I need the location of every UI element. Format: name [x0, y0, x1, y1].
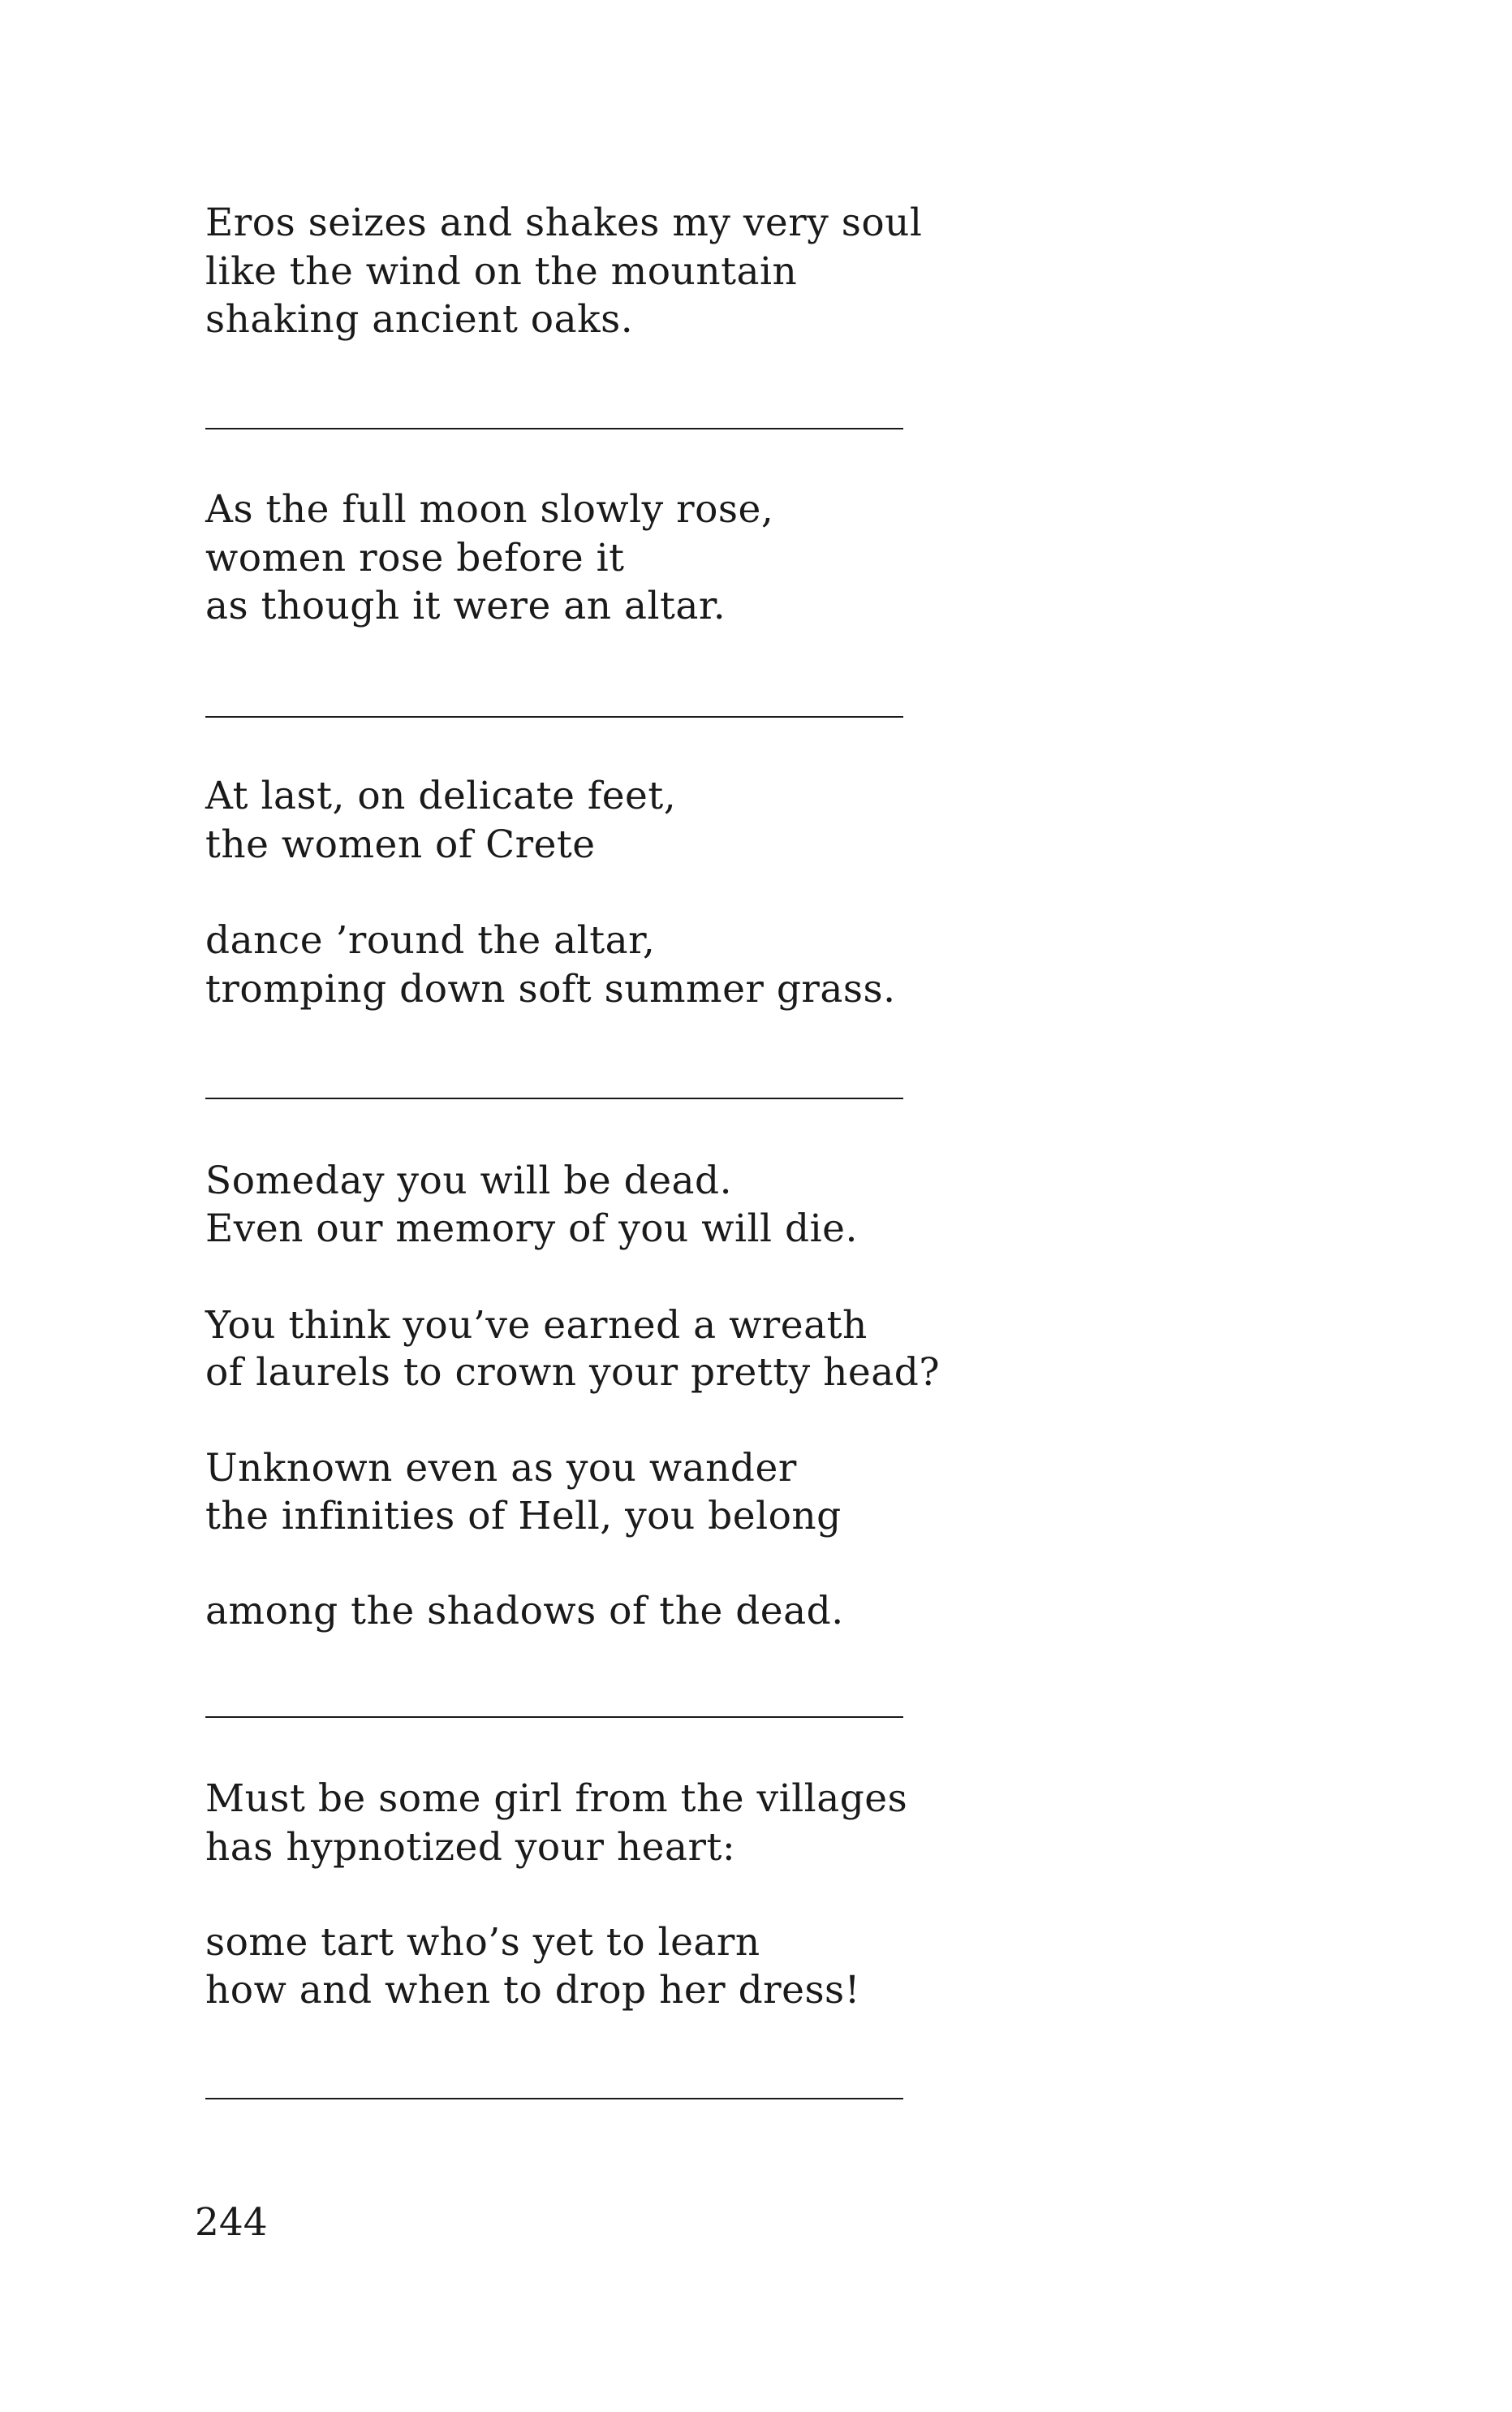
poem-line: Eros seizes and shakes my very soul — [205, 201, 923, 245]
poem-line: how and when to drop her dress! — [205, 1968, 861, 2013]
section-divider — [205, 2098, 903, 2099]
poem-line: shaking ancient oaks. — [205, 297, 634, 342]
section-divider — [205, 716, 903, 718]
poem-line: Unknown even as you wander — [205, 1446, 797, 1491]
poem-line: dance ’round the altar, — [205, 918, 656, 963]
poem-line: the infinities of Hell, you belong — [205, 1494, 842, 1538]
poem-line: tromping down soft summer grass. — [205, 967, 896, 1012]
section-divider — [205, 428, 903, 429]
poem-line: Must be some girl from the villages — [205, 1776, 908, 1821]
poem-line: Even our memory of you will die. — [205, 1206, 858, 1251]
poem-line: You think you’ve earned a wreath — [205, 1303, 868, 1348]
poem-line: of laurels to crown your pretty head? — [205, 1350, 941, 1395]
page-number: 244 — [195, 2200, 268, 2245]
poem-line: women rose before it — [205, 536, 625, 580]
poem-line: some tart who’s yet to learn — [205, 1920, 760, 1965]
section-divider — [205, 1716, 903, 1718]
poem-line: has hypnotized your heart: — [205, 1825, 736, 1870]
section-divider — [205, 1098, 903, 1099]
poem-line: At last, on delicate feet, — [205, 774, 677, 818]
poem-line: the women of Crete — [205, 822, 596, 867]
poem-line: as though it were an altar. — [205, 584, 726, 628]
poem-line: Someday you will be dead. — [205, 1159, 733, 1203]
poem-line: among the shadows of the dead. — [205, 1589, 844, 1633]
poem-line: As the full moon slowly rose, — [205, 487, 774, 532]
poem-line: like the wind on the mountain — [205, 249, 798, 294]
